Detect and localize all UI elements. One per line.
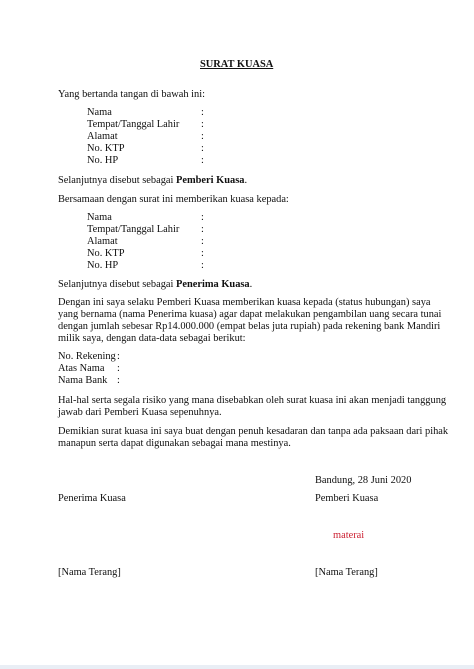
paragraph-line: Demikian surat kuasa ini saya buat dengan penuh kesadaran dan tanpa ada paksaan dari pihak: [58, 426, 449, 437]
place-date: Bandung, 28 Juni 2020: [315, 475, 412, 486]
field-label: No. Rekening: [58, 351, 116, 362]
paragraph-line: Hal-hal serta segala risiko yang mana disebabkan oleh surat kuasa ini akan menjadi tanggung: [58, 395, 447, 406]
field-label: Nama: [87, 107, 112, 118]
paragraph-line: jawab dari Pemberi Kuasa sepenuhnya.: [58, 407, 222, 418]
paragraph-line: milik saya, dengan data-data sebagai berikut:: [58, 333, 246, 344]
grantee-signature-role: Penerima Kuasa: [58, 493, 126, 504]
field-label: No. HP: [87, 155, 119, 166]
field-colon: :: [201, 119, 204, 130]
designation-role: Penerima Kuasa: [176, 279, 250, 290]
risk-paragraph: [58, 395, 447, 419]
field-label: No. KTP: [87, 143, 125, 154]
field-colon: :: [201, 236, 204, 247]
field-label: No. HP: [87, 260, 119, 271]
field-colon: :: [201, 248, 204, 259]
field-label: Tempat/Tanggal Lahir: [87, 119, 180, 130]
paragraph-line: dengan jumlah sebesar Rp14.000.000 (empat belas juta rupiah) pada rekening bank Mandiri: [58, 321, 441, 332]
closing-paragraph: [58, 426, 449, 450]
field-label: Alamat: [87, 236, 118, 247]
field-colon: :: [117, 375, 120, 386]
field-colon: :: [201, 224, 204, 235]
field-label: No. KTP: [87, 248, 125, 259]
grantee-designation: [58, 279, 252, 291]
field-label: Atas Nama: [58, 363, 105, 374]
grantor-designation: [58, 175, 247, 187]
field-colon: :: [117, 351, 120, 362]
field-colon: :: [201, 131, 204, 142]
field-colon: :: [201, 212, 204, 223]
paragraph-line: Dengan ini saya selaku Pemberi Kuasa memberikan kuasa kepada (status hubungan) saya: [58, 297, 431, 308]
authorization-paragraph: [58, 297, 442, 345]
field-label: Nama Bank: [58, 375, 108, 386]
stamp-placeholder: materai: [333, 530, 365, 541]
paragraph-line: manapun serta dapat digunakan sebagai mana mestinya.: [58, 438, 291, 449]
grantor-name: [Nama Terang]: [315, 567, 378, 578]
grant-intro-text: Bersamaan dengan surat ini memberikan kuasa kepada:: [58, 194, 289, 205]
field-colon: :: [201, 107, 204, 118]
field-colon: :: [117, 363, 120, 374]
intro-text: Yang bertanda tangan di bawah ini:: [58, 89, 205, 100]
field-colon: :: [201, 143, 204, 154]
designation-prefix: Selanjutnya disebut sebagai: [58, 175, 177, 186]
grantor-signature-role: Pemberi Kuasa: [315, 493, 379, 504]
designation-role: Pemberi Kuasa: [176, 175, 245, 186]
field-label: Tempat/Tanggal Lahir: [87, 224, 180, 235]
field-colon: :: [201, 260, 204, 271]
page-bottom-edge: [0, 665, 474, 669]
field-colon: :: [201, 155, 204, 166]
field-label: Alamat: [87, 131, 118, 142]
designation-suffix: .: [244, 175, 248, 186]
designation-prefix: Selanjutnya disebut sebagai: [58, 279, 177, 290]
paragraph-line: yang bernama (nama Penerima kuasa) agar dapat melakukan pengambilan uang secara tunai: [58, 309, 442, 320]
grantee-name: [Nama Terang]: [58, 567, 121, 578]
field-label: Nama: [87, 212, 112, 223]
designation-suffix: .: [249, 279, 253, 290]
letter-title: SURAT KUASA: [200, 59, 274, 70]
